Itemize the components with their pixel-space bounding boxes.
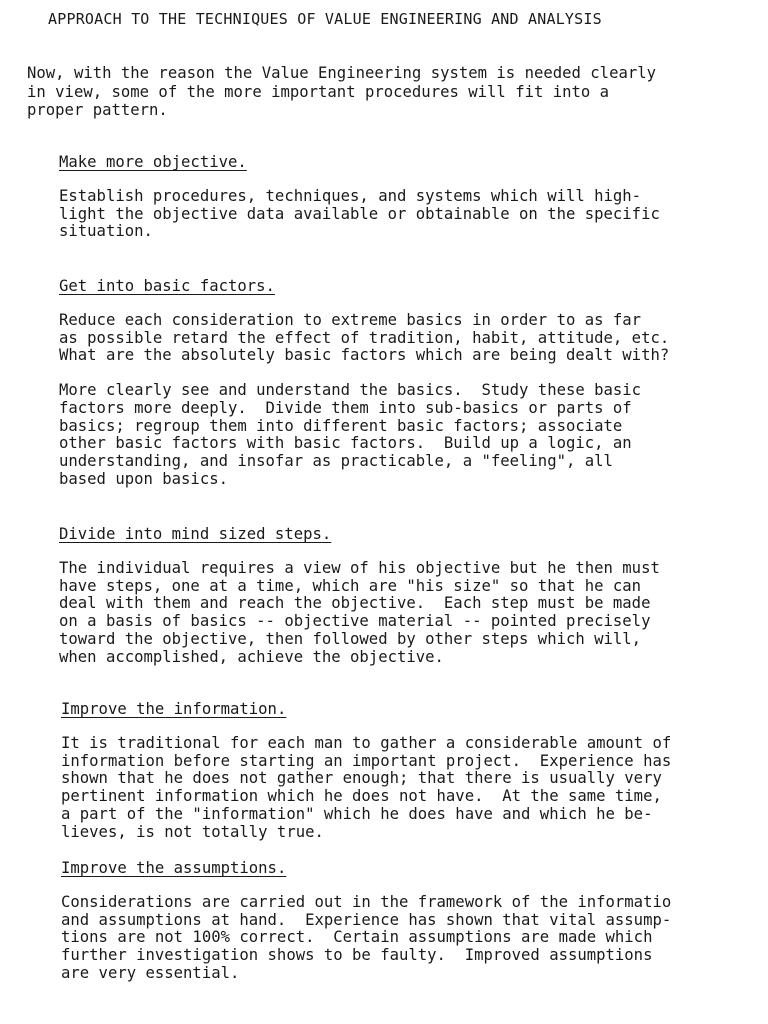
section-paragraph: More clearly see and understand the basics. Study these basic factors more deeply. Divide them into sub-basics or parts of basics; regroup them into different basic factors; associate other basic factors with basic factors. Build up a logic, an understanding, and insofar as practicable, a "feeling", all based upon basics. — [59, 381, 642, 488]
document-title: APPROACH TO THE TECHNIQUES OF VALUE ENGINEERING AND ANALYSIS — [48, 10, 602, 28]
section-paragraph: Establish procedures, techniques, and systems which will high- light the objective data available or obtainable on the specific situation. — [59, 187, 660, 241]
section-heading-text: Improve the assumptions — [61, 859, 277, 877]
section-paragraph: Reduce each consideration to extreme basics in order to as far as possible retard the effect of tradition, habit, attitude, etc. What are the absolutely basic factors which are being dealt with? — [59, 311, 670, 365]
section-heading-text: Divide into mind sized steps — [59, 525, 322, 543]
section-paragraph: The individual requires a view of his objective but he then must have steps, one at a time, which are "his size" so that he can deal with them and reach the objective. Each step must be made on a basis of basics -- objective material -- pointed precisely toward the objective, then followed by other steps which will, when accomplished, achieve the objective. — [59, 559, 660, 666]
section-heading: Improve the assumptions. — [61, 859, 287, 877]
section-divide-into-mind-sized-steps — [59, 525, 759, 666]
section-get-into-basic-factors — [59, 277, 759, 488]
section-improve-the-information — [61, 700, 761, 841]
section-heading: Get into basic factors. — [59, 277, 275, 295]
section-improve-the-assumptions — [61, 859, 761, 983]
section-heading-text: Improve the information — [61, 700, 277, 718]
section-make-more-objective — [59, 153, 759, 241]
section-heading: Improve the information. — [61, 700, 287, 718]
section-heading: Divide into mind sized steps. — [59, 525, 332, 543]
intro-paragraph: Now, with the reason the Value Engineering system is needed clearly in view, some of the more important procedures will fit into a proper pattern. — [27, 64, 657, 119]
section-heading-text: Get into basic factors — [59, 277, 266, 295]
section-paragraph: Considerations are carried out in the framework of the informatio and assumptions at hand. Experience has shown that vital assump- tions are not 100% correct. Certain assumptions are made which further investigation shows to be faulty. Improved assumptions are very essential. — [61, 893, 672, 982]
section-heading-text: Make more objective — [59, 153, 238, 171]
section-paragraph: It is traditional for each man to gather a considerable amount of information before starting an important project. Experience has shown that he does not gather enough; that there is usually very pertinent information which he does not have. At the same time, a part of the "information" which he does have and which he be- lieves, is not totally true. — [61, 734, 672, 841]
section-heading: Make more objective. — [59, 153, 247, 171]
